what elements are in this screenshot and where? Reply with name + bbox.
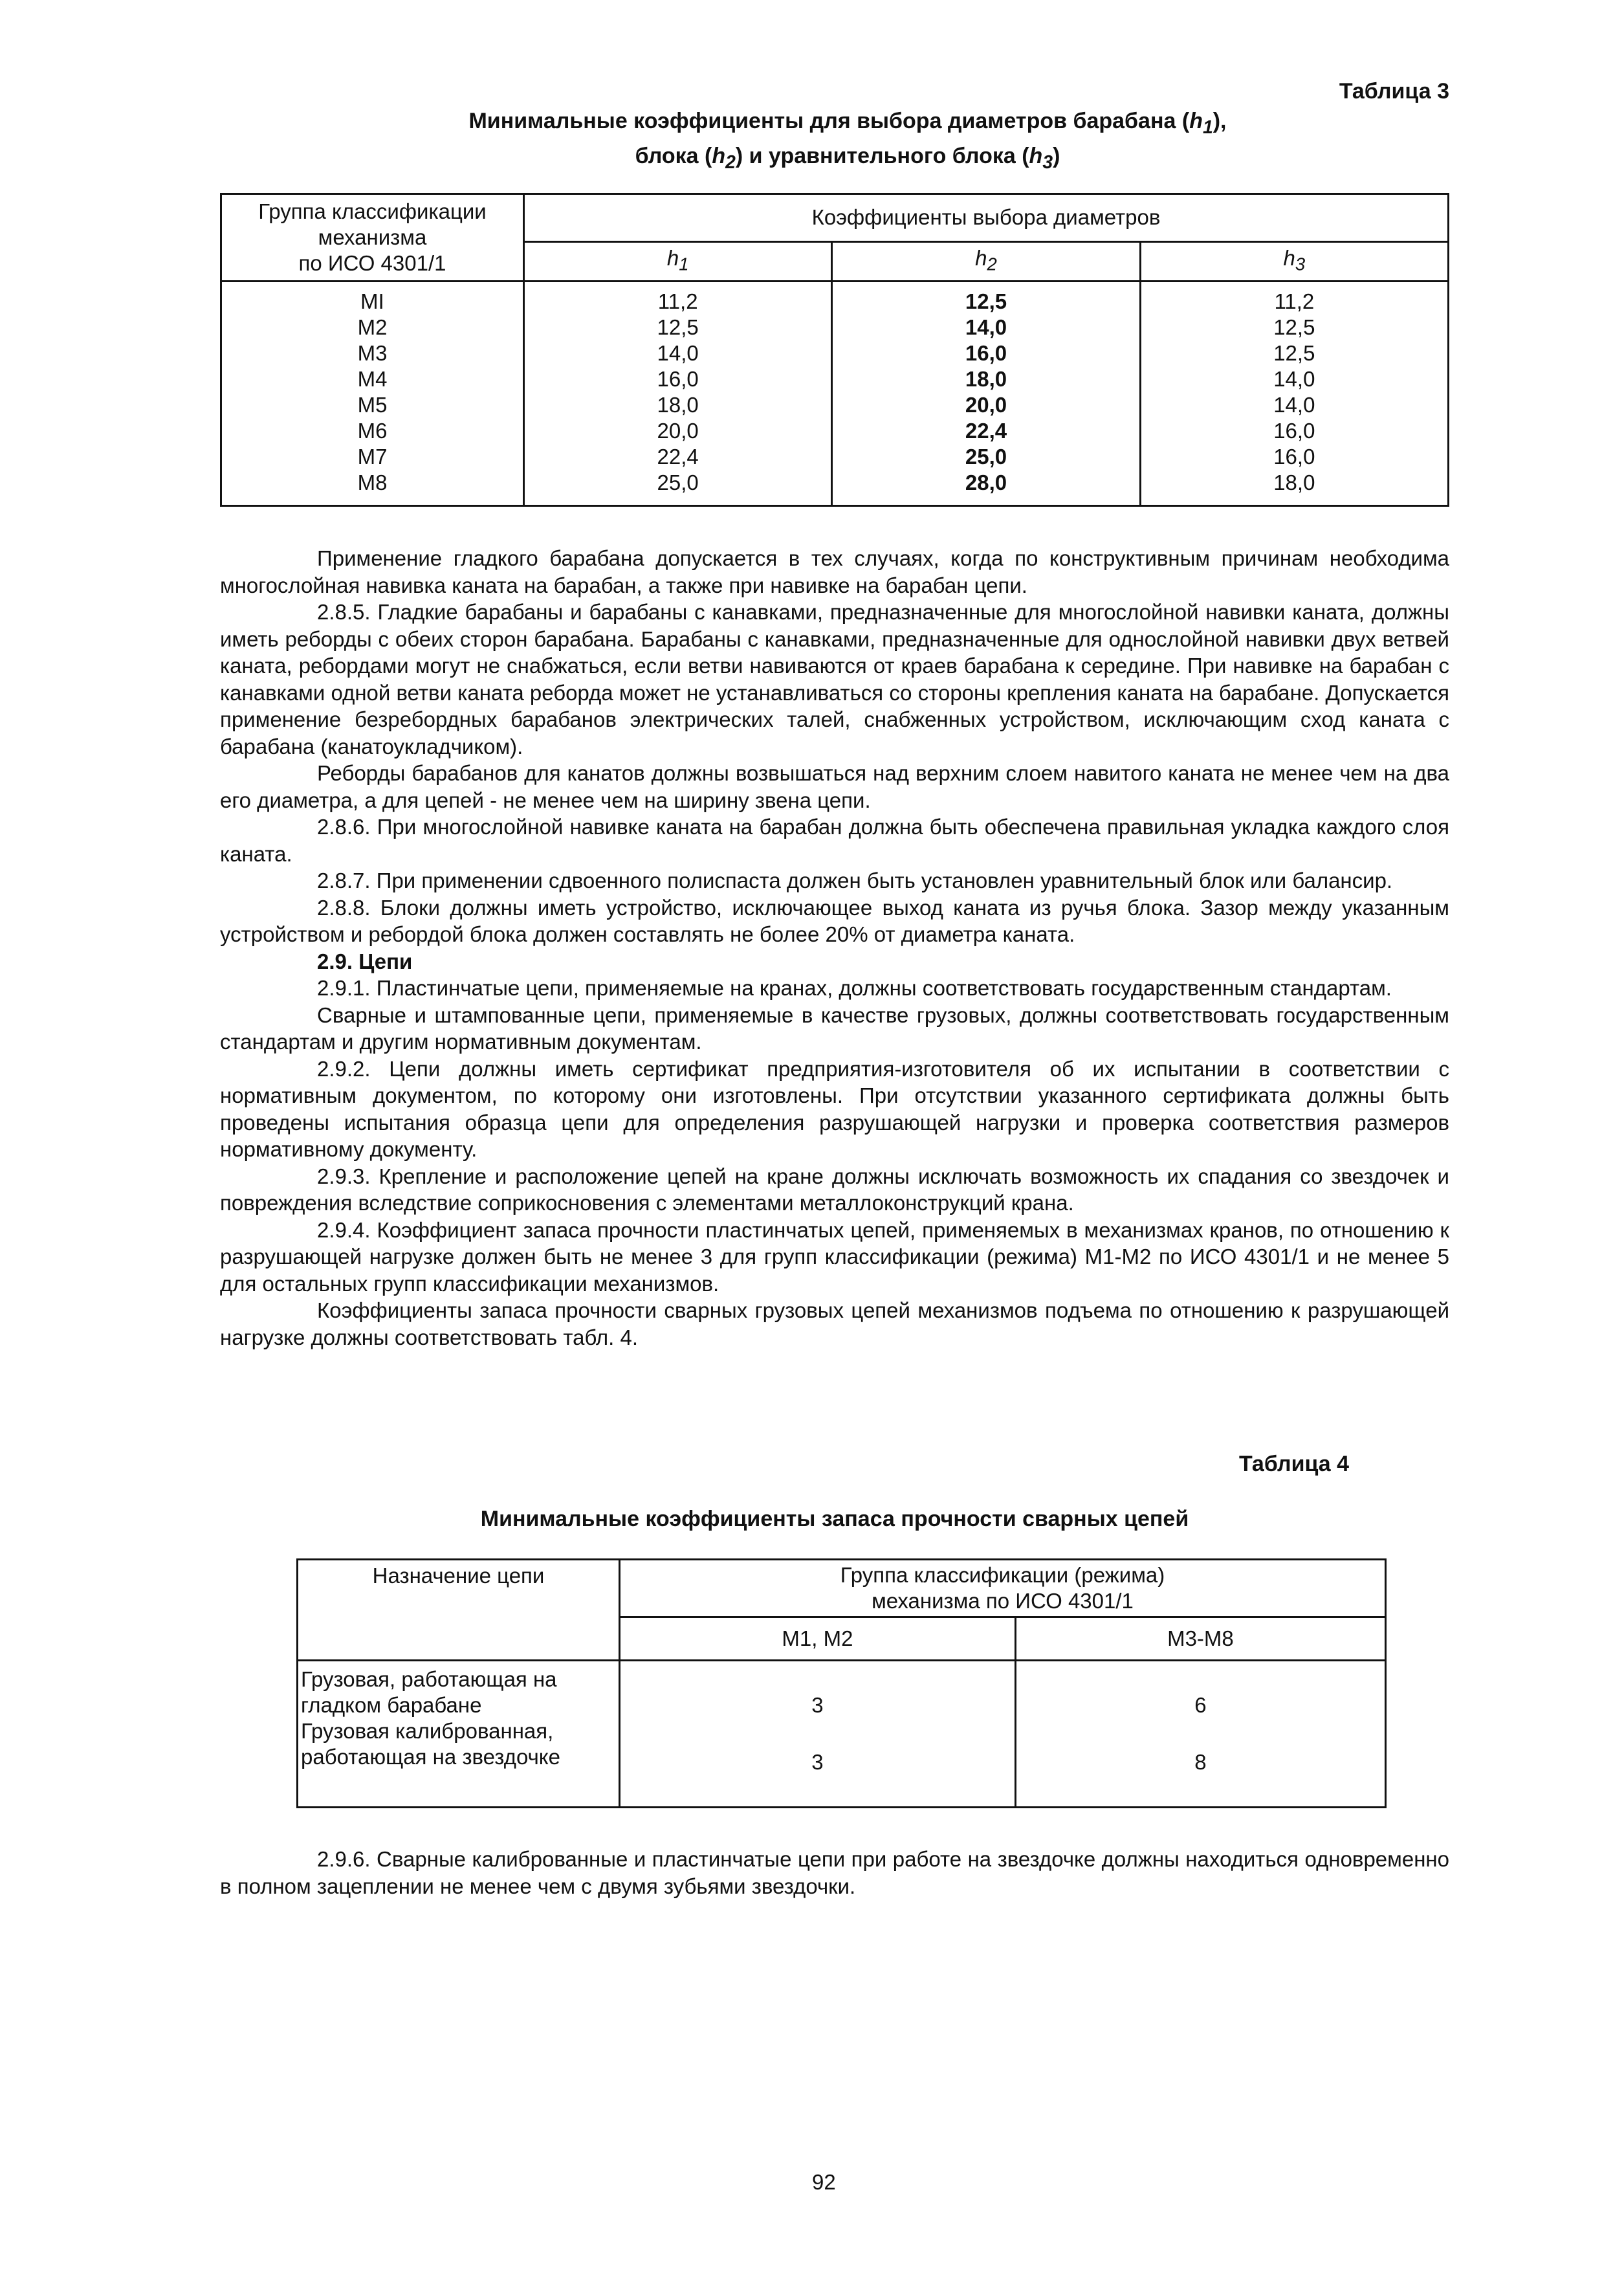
table3-col-h3: 11,2 12,5 12,5 14,0 14,0 16,0 16,0 18,0 [1140, 282, 1448, 506]
table3-header-group: Группа классификации механизма по ИСО 4301/1 [221, 194, 524, 282]
paragraph: 2.9.6. Сварные калиброванные и пластинчатые цепи при работе на звездочке должны находиться одновременно в полном зацеплении не менее чем с двумя зубьями звездочки. [220, 1847, 1449, 1898]
paragraph: 2.8.8. Блоки должны иметь устройство, исключающее выход каната из ручья блока. Зазор между указанным устройством и ребордой блока должен составлять не более 20% от диаметра каната. [220, 895, 1449, 946]
table3-col-groups: MI M2 M3 M4 M5 M6 M7 M8 [221, 282, 524, 506]
table4-label: Таблица 4 [1239, 1452, 1350, 1476]
paragraph: 2.9.4. Коэффициент запаса прочности пластинчатых цепей, применяемых в механизмах кранов, по отношению к разрушающей нагрузке должен быть не менее 3 для групп классификации (режима) М1-М2 по ИСО 4301/1 и не менее 5 для остальных групп классификации механизмов. [220, 1217, 1449, 1296]
table3-title-line1: Минимальные коэффициенты для выбора диаметров барабана $(h_1)$, [468, 109, 1227, 138]
table3-header-coefficients: Коэффициенты выбора диаметров [524, 194, 1449, 242]
table4 [296, 1558, 1387, 1808]
table4-col-m3m8: 6 8 [1015, 1661, 1385, 1808]
table3-header-h3: $h_3$ [1140, 241, 1448, 281]
table4-header-m1m2: М1, М2 [620, 1617, 1016, 1661]
table3-header-h1: $h_1$ [524, 241, 832, 281]
body-text [220, 545, 1449, 1351]
table4-header-m3m8: М3-М8 [1015, 1617, 1385, 1661]
paragraph: Коэффициенты запаса прочности сварных грузовых цепей механизмов подъема по отношению к разрушающей нагрузке должны соответствовать табл. 4. [220, 1298, 1449, 1349]
paragraph: Применение гладкого барабана допускается в тех случаях, когда по конструктивным причинам необходима многослойная навивка каната на барабан, а также при навивке на барабан цепи. [220, 546, 1449, 597]
table3-col-h2: 12,5 14,0 16,0 18,0 20,0 22,4 25,0 28,0 [832, 282, 1140, 506]
paragraph: 2.9.3. Крепление и расположение цепей на кране должны исключать возможность их спадания со звездочек и повреждения вследствие соприкосновения с элементами металлоконструкций крана. [220, 1164, 1449, 1215]
table4-title: Минимальные коэффициенты запаса прочности сварных цепей [480, 1507, 1189, 1531]
table3-title-line2: блока $(h_2)$ и уравнительного блока $(h_3)$ [635, 143, 1060, 173]
paragraph: 2.8.5. Гладкие барабаны и барабаны с канавками, предназначенные для многослойной навивки каната, должны иметь реборды с обеих сторон барабана. Барабаны с канавками, предназначенные для однослойной навивки двух ветвей каната, ребордами могут не снабжаться, если ветви навиваются от краев барабана к середине. При навивке на барабан с канавками одной ветви каната реборда может не устанавливаться со стороны крепления каната на барабане. Допускается применение безребордных барабанов электрических талей, снабженных устройством, исключающим сход каната с барабана (канатоукладчиком). [220, 600, 1449, 759]
table3-title [362, 107, 1333, 177]
paragraph: 2.8.7. При применении сдвоенного полиспаста должен быть установлен уравнительный блок или балансир. [317, 869, 1393, 892]
section-heading: 2.9. Цепи [317, 949, 413, 973]
page-number: 92 [812, 2170, 836, 2194]
table3-header-h2: $h_2$ [832, 241, 1140, 281]
table4-col-purpose: Грузовая, работающая на гладком барабане Грузовая калиброванная, работающая на звездочке [298, 1661, 620, 1808]
table4-col-m1m2: 3 3 [620, 1661, 1016, 1808]
paragraph: 2.9.2. Цепи должны иметь сертификат предприятия-изготовителя об их испытании в соответствии с нормативным документом, по которому они изготовлены. При отсутствии указанного сертификата должны быть проведены испытания образца цепи для определения разрушающей нагрузки и проверка соответствия размеров нормативному документу. [220, 1056, 1449, 1161]
paragraph: Сварные и штампованные цепи, применяемые в качестве грузовых, должны соответствовать государственным стандартам и другим нормативным документам. [220, 1003, 1449, 1054]
table3-label: Таблица 3 [1339, 79, 1449, 104]
paragraph: 2.8.6. При многослойной навивке каната на барабан должна быть обеспечена правильная укладка каждого слоя каната. [220, 815, 1449, 866]
final-text [220, 1846, 1449, 1900]
table4-header-purpose: Назначение цепи [298, 1560, 620, 1661]
table4-header-group: Группа классификации (режима) механизма по ИСО 4301/1 [620, 1560, 1386, 1617]
paragraph: 2.9.1. Пластинчатые цепи, применяемые на кранах, должны соответствовать государственным стандартам. [317, 976, 1392, 1000]
table3 [220, 193, 1449, 507]
table3-col-h1: 11,2 12,5 14,0 16,0 18,0 20,0 22,4 25,0 [524, 282, 832, 506]
paragraph: Реборды барабанов для канатов должны возвышаться над верхним слоем навитого каната не менее чем на два его диаметра, а для цепей - не менее чем на ширину звена цепи. [220, 761, 1449, 812]
